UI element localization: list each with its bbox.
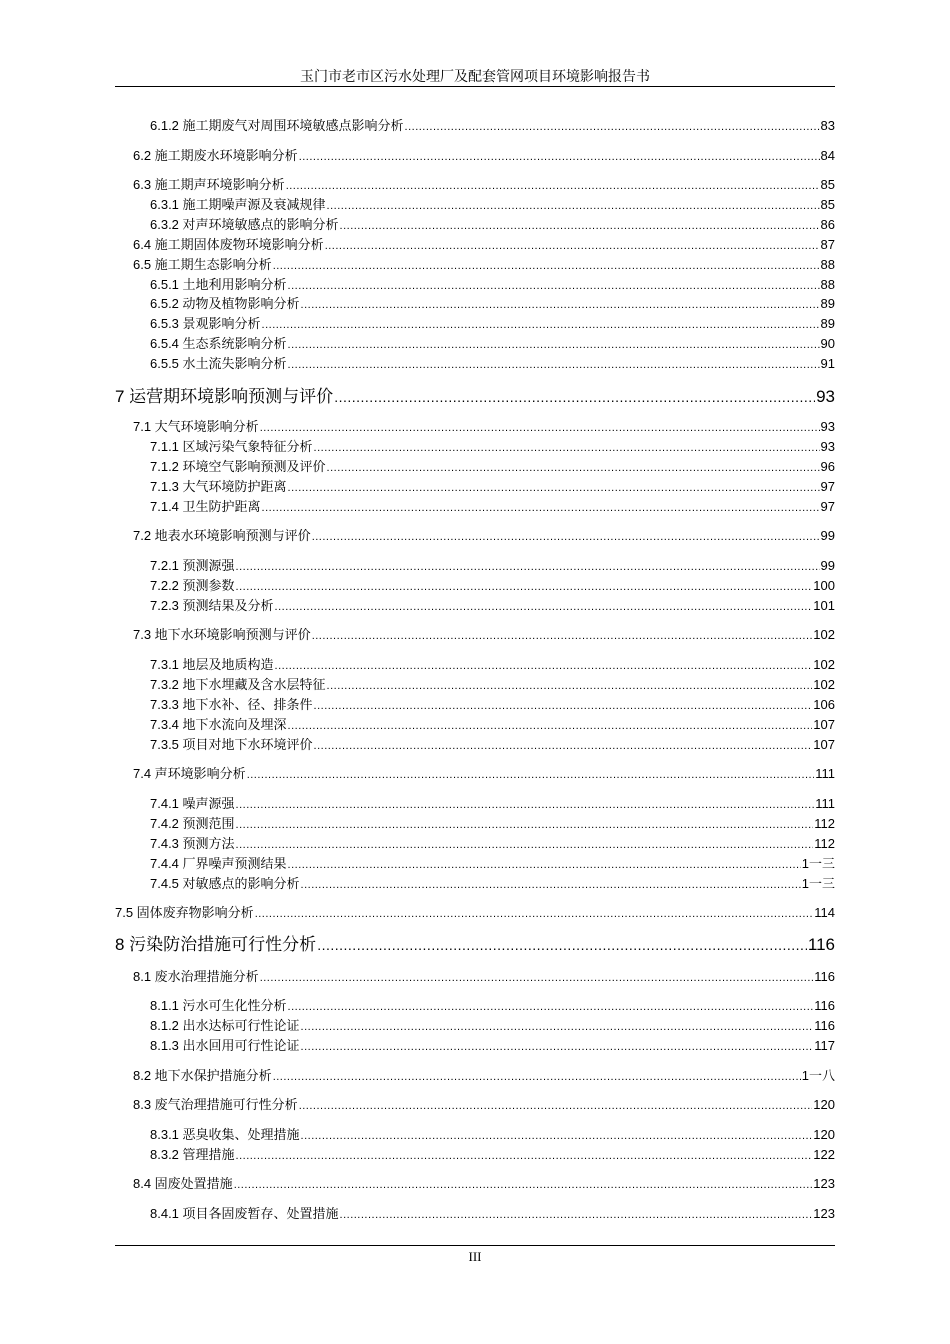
- page-header: 玉门市老市区污水处理厂及配套管网项目环境影响报告书: [300, 70, 650, 85]
- toc-entry[interactable]: 7.4.5 对敏感点的影响分析 ..... 1一三: [150, 875, 835, 894]
- toc-entry[interactable]: 8.2 地下水保护措施分析 ..... 1一八: [133, 1067, 835, 1086]
- toc-entry[interactable]: 7.3.5 项目对地下水环境评价 ..... 107: [150, 736, 835, 755]
- toc-entry[interactable]: 7.3.2 地下水埋藏及含水层特征 ..... 102: [150, 676, 835, 695]
- toc-entry[interactable]: 7.2 地表水环境影响预测与评价 ..... 99: [133, 527, 835, 546]
- toc-entry[interactable]: 7.1.1 区域污染气象特征分析 ..... 93: [150, 438, 835, 457]
- footer-rule: [115, 1245, 835, 1246]
- toc-entry[interactable]: 7.3.4 地下水流向及埋深 ..... 107: [150, 716, 835, 735]
- toc-chapter-entry[interactable]: 8 污染防治措施可行性分析 ..... 116: [115, 934, 835, 956]
- toc-entry[interactable]: 7.1.3 大气环境防护距离 ..... 97: [150, 478, 835, 497]
- toc-entry[interactable]: 6.1.2 施工期废气对周围环境敏感点影响分析 ..... 83: [150, 117, 835, 136]
- toc-entry[interactable]: 7.3.1 地层及地质构造 ..... 102: [150, 656, 835, 675]
- toc-entry[interactable]: 6.5.4 生态系统影响分析 ..... 90: [150, 335, 835, 354]
- toc-entry[interactable]: 6.4 施工期固体废物环境影响分析 ..... 87: [133, 236, 835, 255]
- toc-entry[interactable]: 8.1.1 污水可生化性分析 ..... 116: [150, 997, 835, 1016]
- toc-entry[interactable]: 8.4 固废处置措施 ..... 123: [133, 1175, 835, 1194]
- toc-entry[interactable]: 8.3.1 恶臭收集、处理措施 ..... 120: [150, 1126, 835, 1145]
- toc-entry[interactable]: 6.3.1 施工期噪声源及衰减规律 ..... 85: [150, 196, 835, 215]
- toc-entry[interactable]: 6.2 施工期废水环境影响分析 ..... 84: [133, 147, 835, 166]
- toc-entry[interactable]: 6.5.5 水土流失影响分析 ..... 91: [150, 355, 835, 374]
- toc-entry[interactable]: 8.1.2 出水达标可行性论证 ..... 116: [150, 1017, 835, 1036]
- toc-entry[interactable]: 6.3.2 对声环境敏感点的影响分析 ..... 86: [150, 216, 835, 235]
- toc-entry[interactable]: 8.3.2 管理措施 ..... 122: [150, 1146, 835, 1165]
- toc-entry[interactable]: 8.4.1 项目各固废暂存、处置措施 ..... 123: [150, 1205, 835, 1224]
- toc-entry[interactable]: 7.2.1 预测源强 ..... 99: [150, 557, 835, 576]
- page-number: III: [468, 1249, 482, 1264]
- toc-entry[interactable]: 6.5 施工期生态影响分析 ..... 88: [133, 256, 835, 275]
- toc-entry[interactable]: 7.2.2 预测参数 ..... 100: [150, 577, 835, 596]
- toc-entry[interactable]: 6.3 施工期声环境影响分析 ..... 85: [133, 176, 835, 195]
- toc-entry[interactable]: 7.4.2 预测范围 ..... 112: [150, 815, 835, 834]
- toc-entry[interactable]: 7.1.2 环境空气影响预测及评价 ..... 96: [150, 458, 835, 477]
- toc-entry[interactable]: 8.1.3 出水回用可行性论证 ..... 117: [150, 1037, 835, 1056]
- toc-entry[interactable]: 6.5.1 土地利用影响分析 ..... 88: [150, 276, 835, 295]
- toc-entry[interactable]: 6.5.2 动物及植物影响分析 ..... 89: [150, 295, 835, 314]
- toc-entry[interactable]: 7.5 固体废弃物影响分析 ..... 114: [115, 904, 835, 923]
- toc-entry[interactable]: 7.4 声环境影响分析 ..... 111: [133, 765, 835, 784]
- toc-entry[interactable]: 7.1.4 卫生防护距离 ..... 97: [150, 498, 835, 517]
- toc-entry[interactable]: 8.3 废气治理措施可行性分析 ..... 120: [133, 1096, 835, 1115]
- toc-entry[interactable]: 7.3 地下水环境影响预测与评价 ..... 102: [133, 626, 835, 645]
- toc-chapter-entry[interactable]: 7 运营期环境影响预测与评价 ..... 93: [115, 386, 835, 408]
- toc-entry[interactable]: 7.2.3 预测结果及分析 ..... 101: [150, 597, 835, 616]
- toc-entry[interactable]: 7.4.3 预测方法 ..... 112: [150, 835, 835, 854]
- toc-entry[interactable]: 7.3.3 地下水补、径、排条件 ..... 106: [150, 696, 835, 715]
- toc-entry[interactable]: 7.4.1 噪声源强 ..... 111: [150, 795, 835, 814]
- toc-entry[interactable]: 7.4.4 厂界噪声预测结果 ..... 1一三: [150, 855, 835, 874]
- toc-entry[interactable]: 8.1 废水治理措施分析 ..... 116: [133, 968, 835, 987]
- toc-entry[interactable]: 7.1 大气环境影响分析 ..... 93: [133, 418, 835, 437]
- toc-entry[interactable]: 6.5.3 景观影响分析 ..... 89: [150, 315, 835, 334]
